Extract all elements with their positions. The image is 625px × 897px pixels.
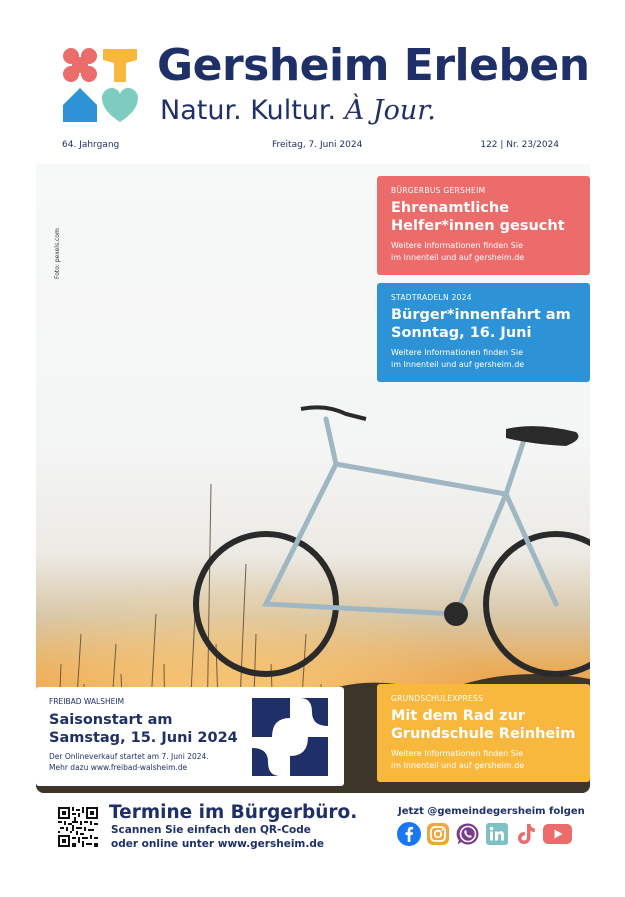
buergerbus-text-line1: Weitere Informationen finden Sie <box>391 241 524 251</box>
freibad-card[interactable] <box>36 687 344 786</box>
stadtradeln-headline: Bürger*innenfahrt am Sonntag, 16. Juni <box>391 307 571 341</box>
freibad-kicker: FREIBAD WALSHEIM <box>49 697 125 706</box>
social-title: Jetzt @gemeindegersheim folgen <box>398 806 585 817</box>
tagline-script: À Jour. <box>344 95 436 126</box>
stadtradeln-card[interactable] <box>377 283 590 382</box>
grundschulexpress-headline: Mit dem Rad zur Grundschule Reinheim <box>391 708 576 742</box>
masthead-title: Gersheim Erleben <box>157 40 590 91</box>
issue-number: 122 | Nr. 23/2024 <box>480 140 559 150</box>
freibad-text-line2: Mehr dazu www.freibad-walsheim.de <box>49 763 188 773</box>
freibad-logo <box>252 698 328 776</box>
buergerbus-headline: Ehrenamtliche Helfer*innen gesucht <box>391 200 565 234</box>
stadtradeln-kicker: STADTRADELN 2024 <box>391 293 472 302</box>
grundschulexpress-kicker: GRUNDSCHULEXPRESS <box>391 694 484 703</box>
tiktok-icon[interactable] <box>514 822 538 846</box>
footer-line-1: Scannen Sie einfach den QR-Code <box>111 824 311 836</box>
footer-title: Termine im Bürgerbüro. <box>109 802 358 823</box>
instagram-icon[interactable] <box>426 822 450 846</box>
buergerbus-text-line2: im Innenteil und auf gersheim.de <box>391 252 525 262</box>
stadtradeln-text-line2: im Innenteil und auf gersheim.de <box>391 359 525 369</box>
grundschulexpress-text-line1: Weitere Informationen finden Sie <box>391 749 524 759</box>
buergerbus-card[interactable] <box>377 176 590 275</box>
freibad-headline: Saisonstart am Samstag, 15. Juni 2024 <box>49 712 238 746</box>
footer-line-2: oder online unter www.gersheim.de <box>111 838 324 850</box>
issue-date: Freitag, 7. Juni 2024 <box>272 140 363 150</box>
freibad-text-line1: Der Onlineverkauf startet am 7. Juni 2024. <box>49 752 209 762</box>
photo-credit: Foto: pexels.com <box>54 228 61 279</box>
youtube-icon[interactable] <box>543 822 572 846</box>
grundschulexpress-card[interactable] <box>377 684 590 782</box>
linkedin-icon[interactable] <box>485 822 509 846</box>
facebook-icon[interactable] <box>397 822 421 846</box>
grundschulexpress-text-line2: im Innenteil und auf gersheim.de <box>391 760 525 770</box>
gersheim-logo <box>62 47 138 123</box>
volume-label: 64. Jahrgang <box>62 140 120 150</box>
stadtradeln-text-line1: Weitere Informationen finden Sie <box>391 348 524 358</box>
qr-code[interactable] <box>58 807 98 847</box>
buergerbus-kicker: BÜRGERBUS GERSHEIM <box>391 186 486 195</box>
masthead-tagline <box>160 95 436 126</box>
tagline-plain: Natur. Kultur. <box>160 95 345 126</box>
whatsapp-icon[interactable] <box>456 822 480 846</box>
